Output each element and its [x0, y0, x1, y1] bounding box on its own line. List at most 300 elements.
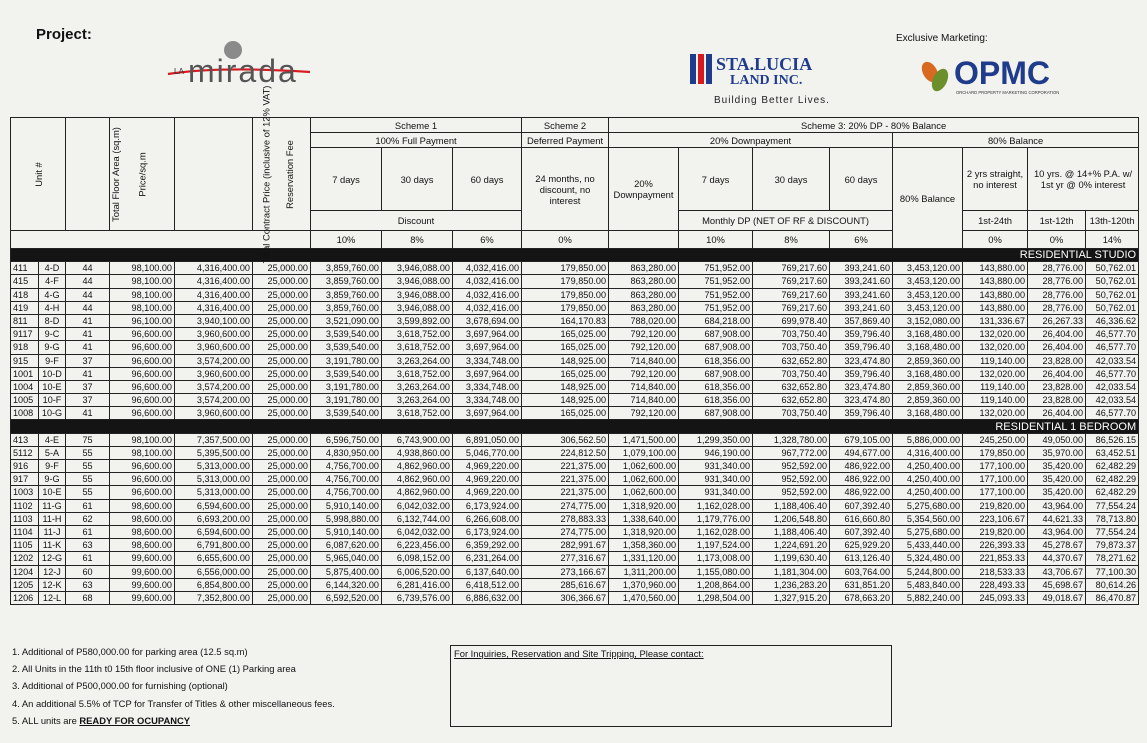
table-cell: 393,241.60 [830, 262, 893, 275]
table-cell: 1,358,360.00 [609, 539, 679, 552]
table-cell: 323,474.80 [830, 354, 893, 367]
table-cell: 946,190.00 [679, 446, 753, 459]
table-cell: 5,483,840.00 [893, 578, 963, 591]
table-cell: 86,526.15 [1086, 433, 1139, 446]
table-cell: 863,280.00 [609, 301, 679, 314]
table-cell: 96,600.00 [110, 473, 175, 486]
table-cell: 96,600.00 [110, 486, 175, 499]
table-cell: 49,050.00 [1028, 433, 1086, 446]
table-cell: 44,621.33 [1028, 512, 1086, 525]
table-cell: 3,191,780.00 [311, 380, 382, 393]
dp-pct-6: 6% [830, 231, 893, 249]
scheme3-30days: 30 days [753, 148, 830, 211]
table-cell: 1202 [11, 552, 39, 565]
table-row [11, 288, 1139, 301]
table-cell: 1,188,406.40 [753, 525, 830, 538]
table-cell: 3,618,752.00 [382, 367, 453, 380]
table-cell: 863,280.00 [609, 262, 679, 275]
table-cell: 1102 [11, 499, 39, 512]
table-cell: 3,574,200.00 [175, 380, 253, 393]
table-cell: 1,188,406.40 [753, 499, 830, 512]
table-row [11, 328, 1139, 341]
table-cell: 1,299,350.00 [679, 433, 753, 446]
table-cell: 931,340.00 [679, 460, 753, 473]
table-cell: 96,600.00 [110, 394, 175, 407]
table-cell: 323,474.80 [830, 380, 893, 393]
table-cell: 43,964.00 [1028, 499, 1086, 512]
table-cell: 419 [11, 301, 39, 314]
table-cell: 618,356.00 [679, 354, 753, 367]
table-row [11, 539, 1139, 552]
table-cell: 3,859,760.00 [311, 275, 382, 288]
table-cell: 792,120.00 [609, 328, 679, 341]
sta-lucia-logo [690, 50, 860, 106]
bal80-header: 80% Balance [893, 133, 1139, 148]
table-cell: 3,263,264.00 [382, 354, 453, 367]
table-cell: 43,706.67 [1028, 565, 1086, 578]
table-cell: 3,152,080.00 [893, 314, 963, 327]
table-cell: 687,908.00 [679, 407, 753, 420]
table-cell: 3,946,088.00 [382, 275, 453, 288]
table-cell: 6,594,600.00 [175, 499, 253, 512]
table-cell: 607,392.40 [830, 525, 893, 538]
table-cell: 98,600.00 [110, 539, 175, 552]
table-cell: 603,764.00 [830, 565, 893, 578]
scheme1-subtitle: 100% Full Payment [311, 133, 522, 148]
table-cell: 6,791,800.00 [175, 539, 253, 552]
table-cell: 25,000.00 [253, 578, 311, 591]
mirada-prefix: LA [174, 67, 184, 76]
table-cell: 177,100.00 [963, 473, 1028, 486]
table-cell: 99,600.00 [110, 578, 175, 591]
table-cell: 245,093.33 [963, 591, 1028, 604]
table-cell: 359,796.40 [830, 407, 893, 420]
table-cell: 1,197,524.00 [679, 539, 753, 552]
table-cell: 62,482.29 [1086, 486, 1139, 499]
section-title: RESIDENTIAL 1 BEDROOM [11, 420, 1139, 433]
table-cell: 41 [66, 407, 110, 420]
table-cell: 5,910,140.00 [311, 499, 382, 512]
table-cell: 3,334,748.00 [453, 394, 522, 407]
table-cell: 26,404.00 [1028, 407, 1086, 420]
table-cell: 10-F [39, 394, 66, 407]
table-cell: 148,925.00 [522, 354, 609, 367]
scheme2-pct: 0% [522, 231, 609, 249]
scheme3-title: Scheme 3: 20% DP - 80% Balance [609, 118, 1139, 133]
table-cell: 952,592.00 [753, 473, 830, 486]
note-5: 5. ALL units are READY FOR OCUPANCY [12, 714, 191, 726]
m13-120-header: 13th-120th [1086, 211, 1139, 231]
table-cell: 915 [11, 354, 39, 367]
table-cell: 5,275,680.00 [893, 499, 963, 512]
table-cell: 3,940,100.00 [175, 314, 253, 327]
table-cell: 41 [66, 314, 110, 327]
table-cell: 96,600.00 [110, 341, 175, 354]
table-cell: 3,859,760.00 [311, 288, 382, 301]
table-cell: 25,000.00 [253, 341, 311, 354]
table-cell: 4,969,220.00 [453, 473, 522, 486]
table-cell: 219,820.00 [963, 525, 1028, 538]
table-cell: 55 [66, 486, 110, 499]
table-cell: 274,775.00 [522, 499, 609, 512]
table-cell: 8-D [39, 314, 66, 327]
table-cell: 792,120.00 [609, 367, 679, 380]
table-row [11, 275, 1139, 288]
table-cell: 415 [11, 275, 39, 288]
table-cell: 792,120.00 [609, 407, 679, 420]
table-cell: 25,000.00 [253, 446, 311, 459]
table-cell: 631,851.20 [830, 578, 893, 591]
table-cell: 3,574,200.00 [175, 394, 253, 407]
table-cell: 486,922.00 [830, 486, 893, 499]
table-cell: 3,191,780.00 [311, 354, 382, 367]
table-cell: 25,000.00 [253, 301, 311, 314]
table-cell: 1,298,504.00 [679, 591, 753, 604]
table-cell: 632,652.80 [753, 354, 830, 367]
table-row [11, 407, 1139, 420]
table-cell: 5,395,500.00 [175, 446, 253, 459]
table-cell: 3,453,120.00 [893, 288, 963, 301]
table-cell: 607,392.40 [830, 499, 893, 512]
table-cell: 359,796.40 [830, 367, 893, 380]
opmc-wordmark: OPMC [954, 55, 1050, 91]
table-cell: 3,697,964.00 [453, 407, 522, 420]
table-cell: 132,020.00 [963, 328, 1028, 341]
table-cell: 6,281,416.00 [382, 578, 453, 591]
table-cell: 6,594,600.00 [175, 525, 253, 538]
sta-lucia-tagline: Building Better Lives. [714, 95, 830, 106]
table-cell: 6,231,264.00 [453, 552, 522, 565]
table-cell: 618,356.00 [679, 394, 753, 407]
table-cell: 143,880.00 [963, 262, 1028, 275]
table-cell: 46,336.62 [1086, 314, 1139, 327]
dp20-col: 20% Downpayment [609, 148, 679, 231]
table-cell: 4,316,400.00 [175, 262, 253, 275]
table-cell: 1,318,920.00 [609, 525, 679, 538]
discount-header: Discount [311, 211, 522, 231]
table-cell: 1,062,600.00 [609, 486, 679, 499]
col-floor-area: Total Floor Area (sq.m) [66, 118, 110, 231]
table-cell: 3,334,748.00 [453, 354, 522, 367]
table-cell: 26,404.00 [1028, 328, 1086, 341]
scheme3-60days: 60 days [830, 148, 893, 211]
table-cell: 3,263,264.00 [382, 394, 453, 407]
table-cell: 5,433,440.00 [893, 539, 963, 552]
table-cell: 132,020.00 [963, 367, 1028, 380]
table-cell: 10-D [39, 367, 66, 380]
table-cell: 4,032,416.00 [453, 262, 522, 275]
table-cell: 5,313,000.00 [175, 460, 253, 473]
table-cell: 769,217.60 [753, 275, 830, 288]
table-cell: 228,493.33 [963, 578, 1028, 591]
table-cell: 98,100.00 [110, 433, 175, 446]
table-row [11, 367, 1139, 380]
table-cell: 25,000.00 [253, 591, 311, 604]
table-cell: 221,853.33 [963, 552, 1028, 565]
table-cell: 1,155,080.00 [679, 565, 753, 578]
table-cell: 1,062,600.00 [609, 460, 679, 473]
table-cell: 703,750.40 [753, 407, 830, 420]
table-cell: 3,539,540.00 [311, 328, 382, 341]
table-row [11, 301, 1139, 314]
table-row [11, 446, 1139, 459]
table-cell: 86,470.87 [1086, 591, 1139, 604]
table-cell: 3,960,600.00 [175, 407, 253, 420]
table-cell: 3,539,540.00 [311, 341, 382, 354]
table-cell: 221,375.00 [522, 460, 609, 473]
note-1: 1. Additional of P580,000.00 for parking area (12.5 sq.m) [12, 646, 248, 657]
table-cell: 35,420.00 [1028, 473, 1086, 486]
table-cell: 618,356.00 [679, 380, 753, 393]
table-cell: 5,354,560.00 [893, 512, 963, 525]
two-yrs-header: 2 yrs straight, no interest [963, 148, 1028, 211]
table-cell: 63 [66, 539, 110, 552]
table-cell: 632,652.80 [753, 380, 830, 393]
table-cell: 3,539,540.00 [311, 407, 382, 420]
table-cell: 9-G [39, 341, 66, 354]
table-cell: 41 [66, 328, 110, 341]
table-cell: 3,697,964.00 [453, 328, 522, 341]
table-row [11, 262, 1139, 275]
table-cell: 393,241.60 [830, 301, 893, 314]
table-cell: 3,960,600.00 [175, 367, 253, 380]
table-cell: 61 [66, 525, 110, 538]
table-cell: 4,250,400.00 [893, 473, 963, 486]
table-cell: 4,316,400.00 [175, 275, 253, 288]
table-cell: 25,000.00 [253, 512, 311, 525]
table-cell: 37 [66, 354, 110, 367]
table-cell: 918 [11, 341, 39, 354]
table-cell: 916 [11, 460, 39, 473]
table-cell: 411 [11, 262, 39, 275]
table-cell: 1,331,120.00 [609, 552, 679, 565]
table-cell: 6,556,000.00 [175, 565, 253, 578]
table-cell: 9117 [11, 328, 39, 341]
table-cell: 4-G [39, 288, 66, 301]
table-cell: 42,033.54 [1086, 380, 1139, 393]
table-row [11, 512, 1139, 525]
table-row [11, 314, 1139, 327]
table-cell: 6,042,032.00 [382, 499, 453, 512]
table-cell: 4,316,400.00 [893, 446, 963, 459]
table-cell: 769,217.60 [753, 288, 830, 301]
table-cell: 143,880.00 [963, 301, 1028, 314]
table-row [11, 473, 1139, 486]
table-cell: 98,100.00 [110, 301, 175, 314]
table-cell: 44 [66, 288, 110, 301]
table-cell: 5-A [39, 446, 66, 459]
table-cell: 11-K [39, 539, 66, 552]
table-cell: 223,106.67 [963, 512, 1028, 525]
table-cell: 68 [66, 591, 110, 604]
table-cell: 274,775.00 [522, 525, 609, 538]
table-cell: 1,208,864.00 [679, 578, 753, 591]
table-cell: 23,828.00 [1028, 394, 1086, 407]
table-cell: 4-H [39, 301, 66, 314]
table-cell: 75 [66, 433, 110, 446]
table-cell: 1206 [11, 591, 39, 604]
table-cell: 98,100.00 [110, 288, 175, 301]
table-cell: 96,600.00 [110, 328, 175, 341]
table-body [11, 249, 1139, 605]
table-cell: 1,318,920.00 [609, 499, 679, 512]
table-cell: 26,404.00 [1028, 341, 1086, 354]
table-cell: 4,032,416.00 [453, 275, 522, 288]
table-cell: 4,938,860.00 [382, 446, 453, 459]
table-cell: 1004 [11, 380, 39, 393]
table-cell: 632,652.80 [753, 394, 830, 407]
table-cell: 1,181,304.00 [753, 565, 830, 578]
table-cell: 1,173,008.00 [679, 552, 753, 565]
section-header [11, 249, 1139, 262]
table-cell: 5,875,400.00 [311, 565, 382, 578]
table-cell: 41 [66, 341, 110, 354]
table-cell: 12-L [39, 591, 66, 604]
table-row [11, 525, 1139, 538]
table-cell: 28,776.00 [1028, 275, 1086, 288]
section-title: RESIDENTIAL STUDIO [11, 249, 1139, 262]
table-cell: 5,313,000.00 [175, 486, 253, 499]
table-cell: 393,241.60 [830, 288, 893, 301]
table-cell: 278,883.33 [522, 512, 609, 525]
table-cell: 132,020.00 [963, 407, 1028, 420]
table-cell: 967,772.00 [753, 446, 830, 459]
table-cell: 3,168,480.00 [893, 328, 963, 341]
table-cell: 1001 [11, 367, 39, 380]
opmc-logo [916, 52, 1086, 102]
table-cell: 25,000.00 [253, 262, 311, 275]
table-cell: 4-F [39, 275, 66, 288]
table-cell: 98,100.00 [110, 446, 175, 459]
m1-12-header: 1st-12th [1028, 211, 1086, 231]
table-cell: 4,250,400.00 [893, 460, 963, 473]
table-cell: 714,840.00 [609, 354, 679, 367]
table-cell: 12-G [39, 552, 66, 565]
table-cell: 751,952.00 [679, 262, 753, 275]
table-cell: 37 [66, 394, 110, 407]
table-cell: 3,334,748.00 [453, 380, 522, 393]
table-cell: 224,812.50 [522, 446, 609, 459]
table-cell: 96,600.00 [110, 380, 175, 393]
table-cell: 4,316,400.00 [175, 301, 253, 314]
table-cell: 1,162,028.00 [679, 525, 753, 538]
table-cell: 5,275,680.00 [893, 525, 963, 538]
table-cell: 35,970.00 [1028, 446, 1086, 459]
table-cell: 6,087,620.00 [311, 539, 382, 552]
table-cell: 55 [66, 460, 110, 473]
table-cell: 703,750.40 [753, 328, 830, 341]
table-cell: 769,217.60 [753, 262, 830, 275]
table-cell: 3,946,088.00 [382, 288, 453, 301]
table-cell: 4,032,416.00 [453, 288, 522, 301]
table-cell: 45,698.67 [1028, 578, 1086, 591]
table-cell: 119,140.00 [963, 354, 1028, 367]
table-cell: 25,000.00 [253, 275, 311, 288]
table-cell: 50,762.01 [1086, 301, 1139, 314]
table-cell: 788,020.00 [609, 314, 679, 327]
table-cell: 1,311,200.00 [609, 565, 679, 578]
table-cell: 10-E [39, 380, 66, 393]
monthly-dp-header: Monthly DP (NET OF RF & DISCOUNT) [679, 211, 893, 231]
table-cell: 23,828.00 [1028, 354, 1086, 367]
table-cell: 46,577.70 [1086, 341, 1139, 354]
table-cell: 3,946,088.00 [382, 262, 453, 275]
table-cell: 6,739,576.00 [382, 591, 453, 604]
table-cell: 625,929.20 [830, 539, 893, 552]
table-cell: 3,960,600.00 [175, 341, 253, 354]
table-cell: 6,693,200.00 [175, 512, 253, 525]
table-cell: 77,554.24 [1086, 499, 1139, 512]
table-cell: 10-E [39, 486, 66, 499]
table-cell: 3,574,200.00 [175, 354, 253, 367]
table-cell: 44 [66, 262, 110, 275]
table-cell: 42,033.54 [1086, 354, 1139, 367]
table-cell: 165,025.00 [522, 328, 609, 341]
table-cell: 179,850.00 [522, 262, 609, 275]
table-cell: 44 [66, 275, 110, 288]
dp-pct-8: 8% [753, 231, 830, 249]
table-cell: 273,166.67 [522, 565, 609, 578]
table-cell: 687,908.00 [679, 328, 753, 341]
table-cell: 96,100.00 [110, 314, 175, 327]
table-cell: 699,978.40 [753, 314, 830, 327]
table-cell: 96,600.00 [110, 354, 175, 367]
section-header [11, 420, 1139, 433]
table-cell: 3,539,540.00 [311, 367, 382, 380]
table-cell: 703,750.40 [753, 341, 830, 354]
table-cell: 1103 [11, 512, 39, 525]
table-cell: 1003 [11, 486, 39, 499]
table-cell: 6,743,900.00 [382, 433, 453, 446]
table-cell: 25,000.00 [253, 380, 311, 393]
table-cell: 952,592.00 [753, 460, 830, 473]
scheme2-desc: 24 months, no discount, no interest [522, 148, 609, 231]
table-cell: 99,600.00 [110, 565, 175, 578]
table-cell: 3,453,120.00 [893, 275, 963, 288]
table-cell: 3,859,760.00 [311, 301, 382, 314]
table-cell: 1104 [11, 525, 39, 538]
table-cell: 55 [66, 473, 110, 486]
table-cell: 6,891,050.00 [453, 433, 522, 446]
col-price-sqm: Price/sq.m [110, 118, 175, 231]
table-row [11, 380, 1139, 393]
table-cell: 6,137,640.00 [453, 565, 522, 578]
note-3: 3. Additional of P500,000.00 for furnishing (optional) [12, 680, 228, 692]
table-cell: 42,033.54 [1086, 394, 1139, 407]
table-cell: 41 [66, 367, 110, 380]
sta-lucia-name: STA.LUCIA [716, 54, 813, 74]
table-cell: 418 [11, 288, 39, 301]
table-row [11, 354, 1139, 367]
table-cell: 148,925.00 [522, 380, 609, 393]
table-cell: 1,236,283.20 [753, 578, 830, 591]
table-cell: 6,596,750.00 [311, 433, 382, 446]
table-cell: 44 [66, 301, 110, 314]
dp-pct-10: 10% [679, 231, 753, 249]
table-cell: 2,859,360.00 [893, 380, 963, 393]
table-row [11, 591, 1139, 604]
note-2: 2. All Units in the 11th t0 15th floor inclusive of ONE (1) Parking area [12, 663, 296, 675]
table-cell: 4,316,400.00 [175, 288, 253, 301]
table-cell: 63,452.51 [1086, 446, 1139, 459]
table-cell: 931,340.00 [679, 486, 753, 499]
table-cell: 323,474.80 [830, 394, 893, 407]
table-cell: 63 [66, 578, 110, 591]
table-cell: 5,882,240.00 [893, 591, 963, 604]
table-cell: 6,418,512.00 [453, 578, 522, 591]
scheme2-subtitle: Deferred Payment [522, 133, 609, 148]
table-cell: 6,359,292.00 [453, 539, 522, 552]
